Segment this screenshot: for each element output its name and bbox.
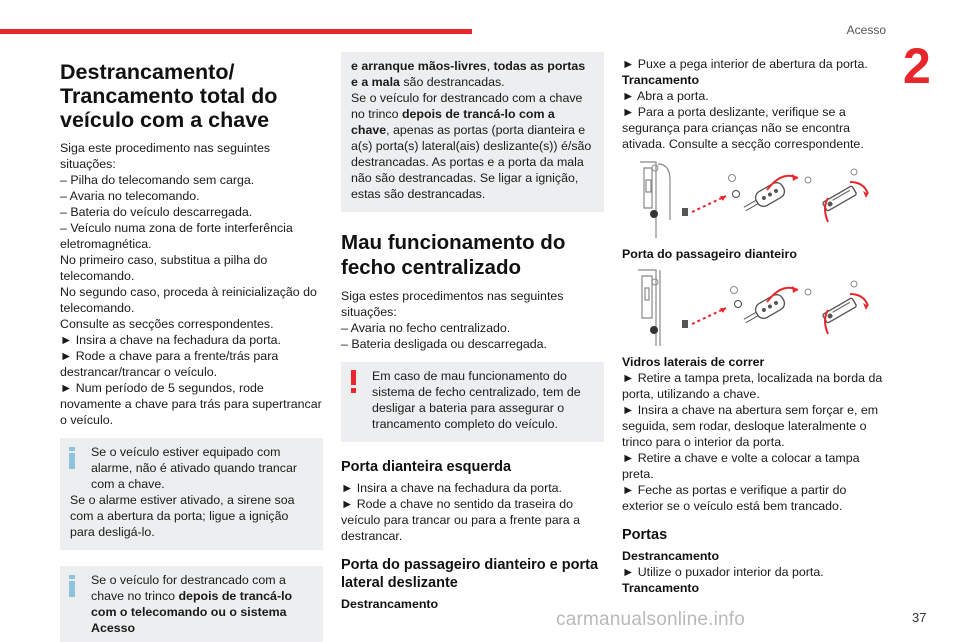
subheading-front-left-door: Porta dianteira esquerda <box>341 459 512 475</box>
body-paragraph: No segundo caso, proceda à reinicialização do telecomando. <box>60 285 317 315</box>
door-lock-illustration <box>622 160 885 240</box>
page-number: 37 <box>912 610 927 625</box>
step-item: ► Retire a chave e volte a colocar a tampa preta. <box>622 451 860 481</box>
figure-caption: Vidros laterais de correr <box>622 355 765 369</box>
step-item: ► Insira a chave na fechadura da porta. <box>341 481 562 495</box>
step-item: ► Retire a tampa preta, localizada na borda da porta, utilizando a chave. <box>622 371 883 401</box>
header-accent-rule <box>0 29 472 34</box>
step-item: ► Abra a porta. <box>622 89 709 103</box>
subheading-doors: Portas <box>622 527 668 543</box>
section-heading: Mau funcionamento do fecho centralizado <box>341 231 566 279</box>
subheading-passenger-door: Porta do passageiro dianteiro e porta lateral deslizante <box>341 557 599 591</box>
label-locking: Trancamento <box>622 581 700 595</box>
step-item: ► Utilize o puxador interior da porta. <box>622 565 824 579</box>
info-icon <box>69 447 75 469</box>
body-paragraph: No primeiro caso, substitua a pilha do telecomando. <box>60 253 268 283</box>
info-text: Se o veículo estiver equipado com alarme, não é ativado quando trancar com a chave. <box>91 445 297 491</box>
section-title: Acesso <box>846 23 886 37</box>
info-box-alarm <box>60 438 323 550</box>
body-paragraph: Consulte as secções correspondentes. <box>60 317 274 331</box>
step-item: ► Feche as portas e verifique a partir do exterior se o veículo está bem trancado. <box>622 483 847 513</box>
body-paragraph: Siga este procedimento nas seguintes situações: <box>60 141 271 171</box>
label-unlocking: Destrancamento <box>622 549 720 563</box>
info-box-unlock <box>60 566 323 642</box>
column-1 <box>60 56 323 642</box>
sliding-window-illustration <box>622 268 885 348</box>
info-icon <box>69 575 75 597</box>
figure-caption: Porta do passageiro dianteiro <box>622 247 797 261</box>
info-box-continued <box>341 52 604 212</box>
info-text: Se o alarme estiver ativado, a sirene soa com a abertura da porta; ligue a ignição para desligá-lo. <box>70 493 295 539</box>
page-heading: Destrancamento/ Trancamento total do veículo com a chave <box>60 60 278 132</box>
list-item: – Avaria no fecho centralizado. <box>341 321 511 335</box>
body-paragraph: Siga estes procedimentos nas seguintes situações: <box>341 289 564 319</box>
step-item: ► Rode a chave para a frente/trás para destrancar/trancar o veículo. <box>60 349 279 379</box>
step-item: ► Para a porta deslizante, verifique se a segurança para crianças não se encontra ativada. Consulte a secção correspondente. <box>622 105 864 151</box>
list-item: – Bateria desligada ou descarregada. <box>341 337 547 351</box>
info-text: e arranque mãos-livres, todas as portas e a mala são destrancadas. <box>351 59 586 89</box>
label-unlocking: Destrancamento <box>341 597 439 611</box>
warning-text: Em caso de mau funcionamento do sistema de fecho centralizado, tem de desligar a bateria para assegurar o trancamento completo do veículo. <box>372 369 581 431</box>
list-item: – Avaria no telecomando. <box>60 189 200 203</box>
info-text: Se o veículo for destrancado com a chave no trinco depois de trancá-lo com a chave, apenas as portas (porta dianteira e a(s) porta(s) lateral(ais) deslizante(s)) é/são destrancadas. As portas e a porta da mala não são destrancadas. Se ligar a ignição, estas são destrancadas. <box>351 91 592 201</box>
step-item: ► Num período de 5 segundos, rode novamente a chave para trás para supertrancar o veículo. <box>60 381 322 427</box>
list-item: – Bateria do veículo descarregada. <box>60 205 253 219</box>
list-item: – Pilha do telecomando sem carga. <box>60 173 255 187</box>
list-item: – Veículo numa zona de forte interferência eletromagnética. <box>60 221 293 251</box>
label-locking: Trancamento <box>622 73 700 87</box>
info-text: Se o veículo for destrancado com a chave no trinco depois de trancá-lo com o telecomando ou o sistema Acesso <box>91 573 293 635</box>
column-2 <box>341 52 604 612</box>
watermark: carmanualsonline.info <box>556 609 746 630</box>
warning-box <box>341 362 604 442</box>
step-item: ► Insira a chave na abertura sem forçar e, em seguida, sem rodar, desloque lateralmente o trinco para o interior da porta. <box>622 403 879 449</box>
chapter-number: 2 <box>903 38 931 94</box>
step-item: ► Rode a chave no sentido da traseira do veículo para trancar ou para a frente para a destrancar. <box>341 497 581 543</box>
column-3 <box>622 56 885 596</box>
step-item: ► Insira a chave na fechadura da porta. <box>60 333 281 347</box>
step-item: ► Puxe a pega interior de abertura da porta. <box>622 57 868 71</box>
warning-icon <box>351 370 356 392</box>
